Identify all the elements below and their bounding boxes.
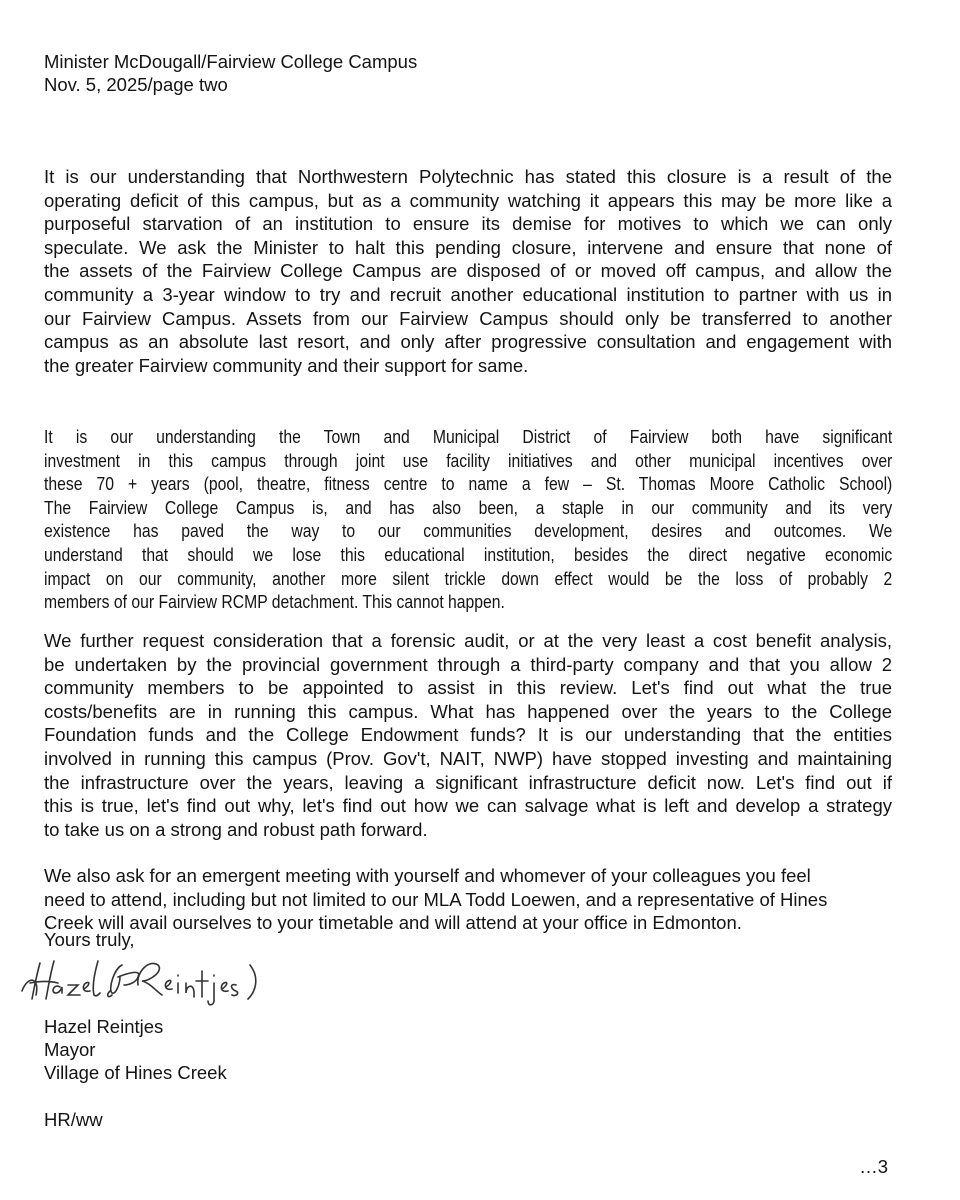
text-line: Foundation funds and the College Endowment funds? It is our understanding that the entities [44,724,892,746]
text-line: operating deficit of this campus, but as a community watching it appears this may be more like a [44,189,892,211]
text-line: We further request consideration that a forensic audit, or at the very least a cost benefit analysis, [44,630,892,651]
text-line: community a 3-year window to try and recruit another educational institution to partner with us in [44,283,892,305]
text-line: The Fairview College Campus is, and has also been, a staple in our community and its very [44,496,893,518]
text-line: It is our understanding the Town and Municipal District of Fairview both have significant [44,426,893,447]
paragraph-2 [44,425,892,614]
paragraph-4 [44,864,892,935]
header-date-page: Nov. 5, 2025/page two [44,74,228,95]
text-line: purposeful starvation of an institution to ensure its demise for motives to which we can only [44,213,892,235]
text-line: the greater Fairview community and their support for same. [44,354,529,376]
text-line: the assets of the Fairview College Campus are disposed of or moved off campus, and allow the [44,260,892,282]
closing: Yours truly, [44,929,135,950]
signer-title: Mayor [44,1039,96,1060]
text-line: investment in this campus through joint use facility initiatives and other municipal incentives over [44,449,893,471]
text-line: the infrastructure over the years, leaving a significant infrastructure deficit now. Let's find out if [44,771,892,793]
typist-initials: HR/ww [44,1109,103,1130]
text-line: to take us on a strong and robust path forward. [44,818,428,840]
text-line: members of our Fairview RCMP detachment. This cannot happen. [44,591,505,613]
paragraph-3 [44,629,892,841]
text-line: need to attend, including but not limited to our MLA Todd Loewen, and a representative of Hines [44,888,828,910]
text-line: community members to be appointed to assist in this review. Let's find out what the true [44,677,892,699]
text-line: be undertaken by the provincial government through a third-party company and that you allow 2 [44,653,892,675]
signer-name: Hazel Reintjes [44,1016,164,1037]
text-line: It is our understanding that Northwestern Polytechnic has stated this closure is a result of the [44,166,892,187]
text-line: these 70 + years (pool, theatre, fitness centre to name a few – St. Thomas Moore Catholic School) [44,473,893,495]
text-line: understand that should we lose this educational institution, besides the direct negative economic [44,543,893,565]
text-line: existence has paved the way to our communities development, desires and outcomes. We [44,520,893,542]
text-line: speculate. We ask the Minister to halt this pending closure, intervene and ensure that none of [44,236,892,258]
signer-block [44,1015,227,1084]
continuation-marker: …3 [859,1156,888,1177]
text-line: this is true, let's find out why, let's find out how we can salvage what is left and develop a strategy [44,795,892,817]
text-line: We also ask for an emergent meeting with yourself and whomever of your colleagues you feel [44,865,811,886]
text-line: Creek will avail ourselves to your timetable and will attend at your office in Edmonton. [44,912,742,934]
text-line: involved in running this campus (Prov. Gov't, NAIT, NWP) have stopped investing and maintaining [44,747,892,769]
header-recipient: Minister McDougall/Fairview College Campus [44,51,418,72]
signature-image [18,955,288,1010]
text-line: impact on our community, another more silent trickle down effect would be the loss of probably 2 [44,567,893,589]
signer-organization: Village of Hines Creek [44,1062,227,1083]
paragraph-1 [44,165,892,377]
text-line: our Fairview Campus. Assets from our Fairview Campus should only be transferred to another [44,307,892,329]
text-line: costs/benefits are in running this campus. What has happened over the years to the College [44,700,892,722]
text-line: campus as an absolute last resort, and only after progressive consultation and engagement with [44,331,892,353]
letter-header [44,50,417,96]
